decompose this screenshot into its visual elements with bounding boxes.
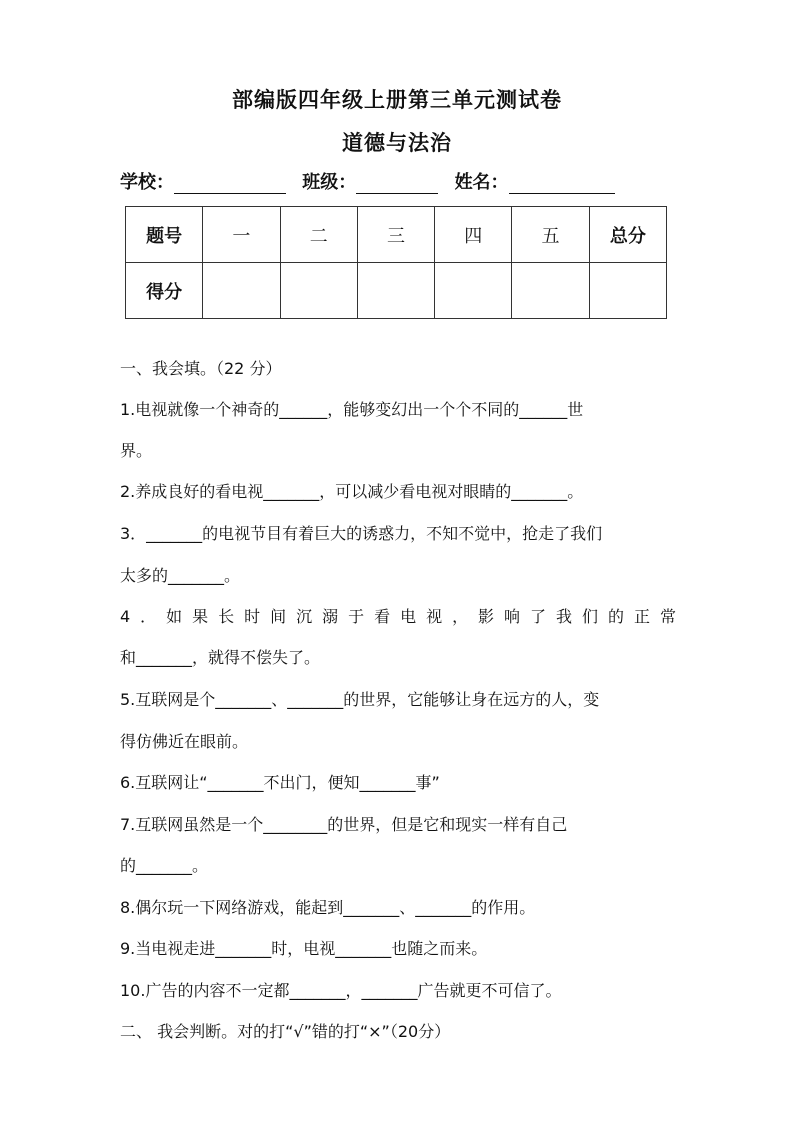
score-header-cell: 题号 — [126, 207, 203, 263]
score-table — [125, 206, 667, 319]
score-header-cell: 四 — [435, 207, 512, 263]
question-line: 1.电视就像一个神奇的______，能够变幻出一个个不同的______世 — [120, 400, 584, 419]
class-blank[interactable] — [356, 173, 438, 194]
question-line: 太多的_______。 — [120, 566, 241, 585]
score-table-score-row — [126, 263, 667, 319]
question-line: 6.互联网让“_______不出门，便知_______事” — [120, 773, 440, 792]
name-label: 姓名： — [454, 172, 509, 193]
school-label: 学校： — [120, 172, 174, 193]
question-line: 4．如果长时间沉溺于看电视，影响了我们的正常 — [120, 607, 676, 626]
question-line: 10.广告的内容不一定都_______，_______广告就更不可信了。 — [120, 981, 562, 1000]
score-cell[interactable] — [357, 263, 434, 319]
question-line: 5.互联网是个_______、_______的世界，它能够让身在远方的人，变 — [120, 690, 600, 709]
score-cell[interactable] — [512, 263, 589, 319]
question-line: 7.互联网虽然是一个________的世界，但是它和现实一样有自己 — [120, 815, 568, 834]
score-header-cell: 一 — [203, 207, 280, 263]
question-line: 的_______。 — [120, 856, 209, 875]
score-header-cell: 三 — [357, 207, 434, 263]
score-cell[interactable] — [203, 263, 280, 319]
student-info-row — [120, 168, 680, 194]
score-header-cell: 五 — [512, 207, 589, 263]
score-cell[interactable] — [435, 263, 512, 319]
question-line: 界。 — [120, 441, 153, 460]
question-line: 得仿佛近在眼前。 — [120, 732, 249, 751]
question-line: 3．_______的电视节目有着巨大的诱惑力，不知不觉中，抢走了我们 — [120, 524, 603, 543]
question-line: 8.偶尔玩一下网络游戏，能起到_______、_______的作用。 — [120, 898, 536, 917]
score-header-cell: 总分 — [589, 207, 666, 263]
exam-title: 部编版四年级上册第三单元测试卷 — [232, 87, 562, 112]
score-table-header-row — [126, 207, 667, 263]
school-blank[interactable] — [174, 173, 286, 194]
score-row-label: 得分 — [126, 263, 203, 319]
section1-heading: 一、我会填。（22 分） — [120, 359, 282, 378]
question-line: 和_______，就得不偿失了。 — [120, 648, 321, 667]
question-line: 2.养成良好的看电视_______，可以减少看电视对眼睛的_______。 — [120, 482, 584, 501]
name-blank[interactable] — [509, 173, 615, 194]
section2-heading: 二、 我会判断。对的打“√”错的打“×”（20分） — [120, 1022, 451, 1041]
exam-subtitle: 道德与法治 — [342, 130, 452, 155]
question-line: 9.当电视走进_______时，电视_______也随之而来。 — [120, 939, 488, 958]
score-cell[interactable] — [280, 263, 357, 319]
score-header-cell: 二 — [280, 207, 357, 263]
class-label: 班级： — [302, 172, 357, 193]
score-cell[interactable] — [589, 263, 666, 319]
